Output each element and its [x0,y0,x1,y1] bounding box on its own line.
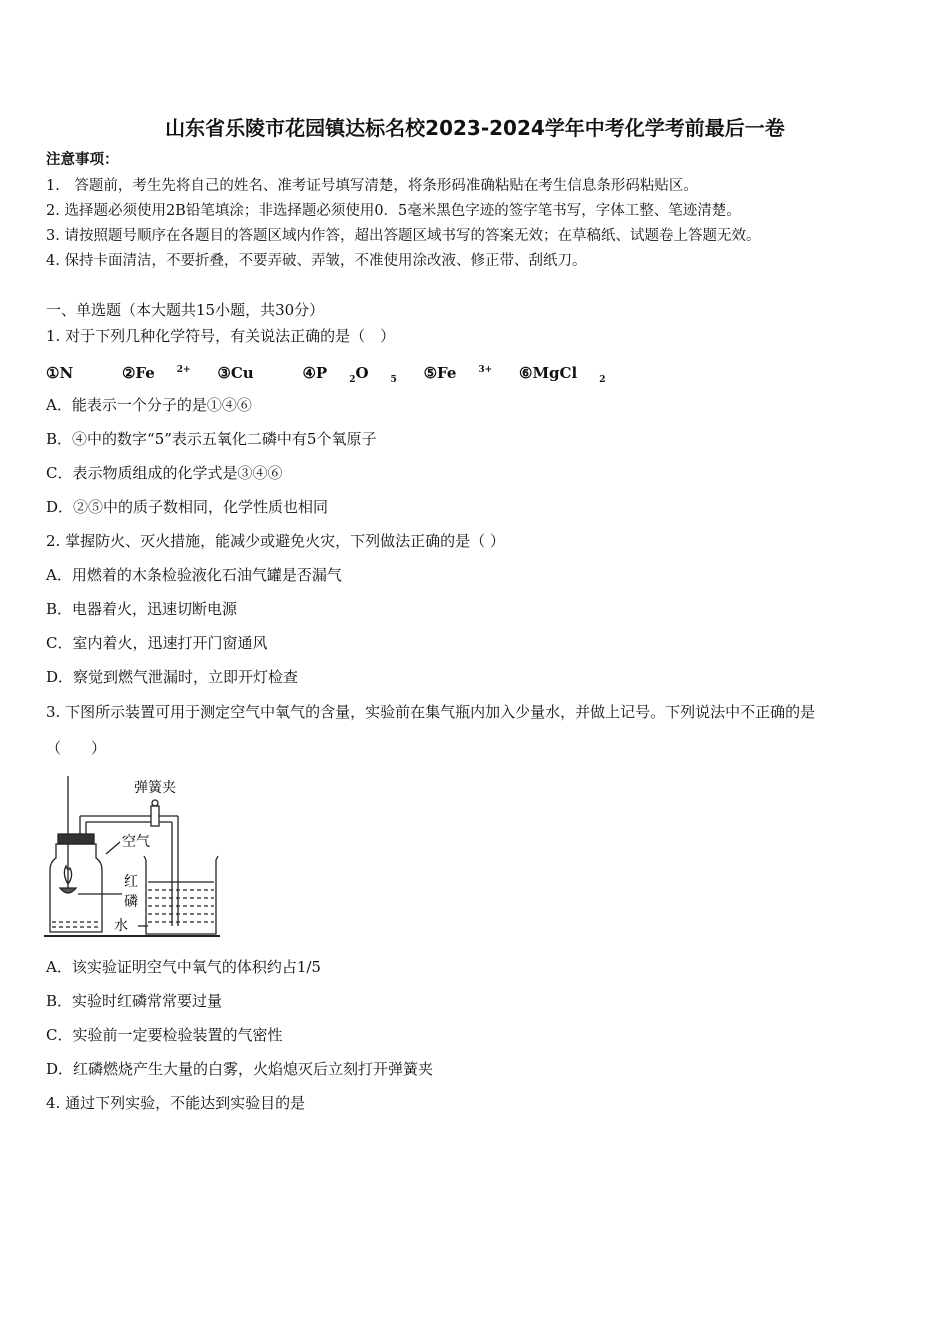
notice-item: 3. 请按照题号顺序在各题目的答题区域内作答，超出答题区域书写的答案无效；在草稿纸、试题卷上答题无效。 [46,228,761,244]
q1-stem: 1. 对于下列几种化学符号，有关说法正确的是（ ） [46,327,396,345]
q3-stem-paren: （ ） [46,739,107,757]
notice-item: 4. 保持卡面清洁，不要折叠，不要弄破、弄皱，不准使用涂改液、修正带、刮纸刀。 [46,253,587,269]
symbol-cu: ③Cu [217,364,254,382]
section-heading: 一、单选题（本大题共15小题，共30分） [46,301,325,319]
symbol-fe3: ⑤Fe $^{3+}$ [423,364,493,382]
q2-option-c: C．室内着火，迅速打开门窗通风 [46,634,268,652]
symbol-p2o5: ④P $_2$O $_5$ [302,364,397,385]
q1-option-c: C．表示物质组成的化学式是③④⑥ [46,464,283,482]
q2-stem: 2. 掌握防火、灭火措施，能减少或避免火灾，下列做法正确的是（ ） [46,532,505,550]
q2-option-b: B．电器着火，迅速切断电源 [46,600,238,618]
notice-item: 1. 答题前，考生先将自己的姓名、准考证号填写清楚，将条形码准确粘贴在考生信息条形码粘贴区。 [46,178,698,194]
q3-option-d: D．红磷燃烧产生大量的白雾，火焰熄灭后立刻打开弹簧夹 [46,1060,434,1078]
symbol-mgcl2: ⑥MgCl $_2$ [519,364,606,385]
label-red-1: 红 [124,874,138,890]
q3-option-c: C．实验前一定要检验装置的气密性 [46,1026,283,1044]
stopper [58,834,94,844]
oxygen-apparatus-figure [44,776,224,940]
q1-symbols [46,360,627,390]
q2-option-d: D．察觉到燃气泄漏时，立即开灯检查 [46,668,299,686]
q2-option-a: A．用燃着的木条检验液化石油气罐是否漏气 [46,566,342,584]
q3-option-b: B．实验时红磷常常要过量 [46,992,223,1010]
label-clamp: 弹簧夹 [134,780,176,796]
q4-stem: 4. 通过下列实验，不能达到实验目的是 [46,1094,306,1112]
q3-stem: 3. 下图所示装置可用于测定空气中氧气的含量，实验前在集气瓶内加入少量水，并做上记号。下列说法中不正确的是 [46,703,816,721]
symbol-n: ①N [46,364,74,382]
q3-option-a: A．该实验证明空气中氧气的体积约占1/5 [46,958,321,976]
page-title: 山东省乐陵市花园镇达标名校2023-2024学年中考化学考前最后一卷 [165,116,785,140]
combustion-spoon [60,888,76,893]
notice-heading: 注意事项： [46,151,119,168]
symbol-fe2: ②Fe $^{2+}$ [121,364,191,382]
q1-option-b: B．④中的数字“5”表示五氧化二磷中有5个氧原子 [46,430,377,448]
label-air: 空气 [122,834,150,850]
notice-item: 2. 选择题必须使用2B铅笔填涂；非选择题必须使用0．5毫米黑色字迹的签字笔书写，字体工整、笔迹清楚。 [46,203,741,219]
label-water: 水 [114,918,128,934]
q1-option-a: A．能表示一个分子的是①④⑥ [46,396,252,414]
q1-option-d: D．②⑤中的质子数相同，化学性质也相同 [46,498,329,516]
label-red-2: 磷 [124,894,138,910]
spring-clamp [151,806,159,826]
